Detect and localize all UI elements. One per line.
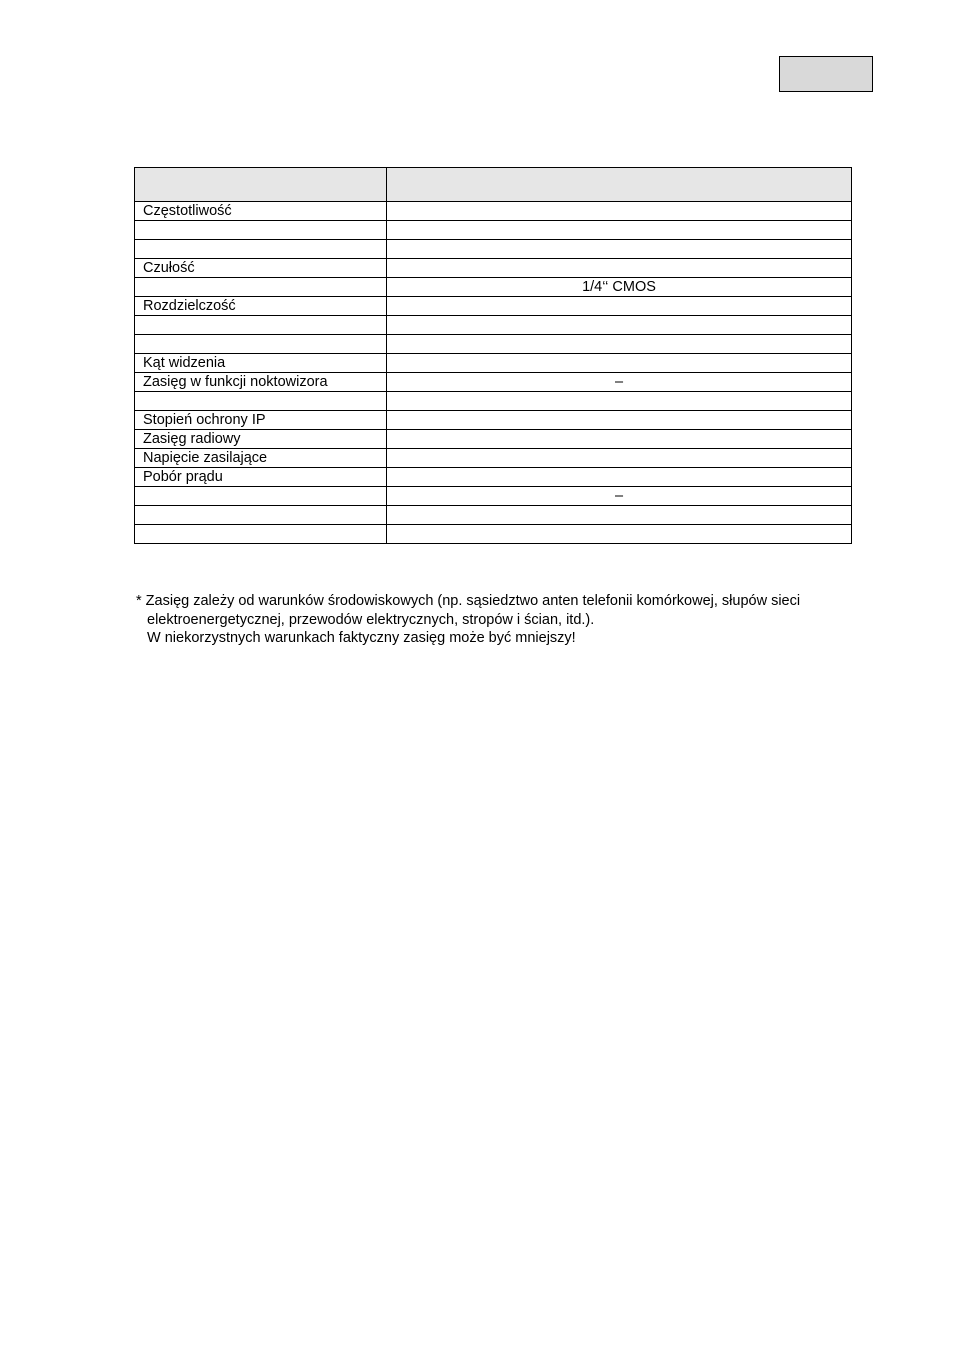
row-value <box>387 449 852 468</box>
header-cell-parameter <box>135 168 387 202</box>
row-label <box>135 221 387 240</box>
row-label: Czułość <box>135 259 387 278</box>
row-label: Napięcie zasilające <box>135 449 387 468</box>
row-label <box>135 525 387 544</box>
row-label: Zasięg radiowy <box>135 430 387 449</box>
row-label: Pobór prądu <box>135 468 387 487</box>
row-label <box>135 335 387 354</box>
table-row <box>135 316 852 335</box>
row-value <box>387 411 852 430</box>
row-value <box>387 506 852 525</box>
row-value <box>387 221 852 240</box>
footnote-line-3: W niekorzystnych warunkach faktyczny zasięg może być mniejszy! <box>147 630 576 646</box>
table-row <box>135 392 852 411</box>
row-value <box>387 297 852 316</box>
table-row <box>135 240 852 259</box>
table-row <box>135 525 852 544</box>
row-label: Kąt widzenia <box>135 354 387 373</box>
range-footnote <box>136 592 896 648</box>
row-label <box>135 506 387 525</box>
table-row <box>135 259 852 278</box>
row-label <box>135 278 387 297</box>
row-value <box>387 468 852 487</box>
table-row <box>135 430 852 449</box>
row-value <box>387 430 852 449</box>
row-value <box>387 525 852 544</box>
row-label: Częstotliwość <box>135 202 387 221</box>
row-value <box>387 259 852 278</box>
table-row <box>135 335 852 354</box>
row-value <box>387 354 852 373</box>
table-row <box>135 449 852 468</box>
table-row <box>135 278 852 297</box>
row-label <box>135 316 387 335</box>
row-value: – <box>387 373 852 392</box>
header-cell-value <box>387 168 852 202</box>
table-row <box>135 411 852 430</box>
row-label: Zasięg w funkcji noktowizora <box>135 373 387 392</box>
row-value <box>387 392 852 411</box>
language-tab-box <box>779 56 873 92</box>
row-value <box>387 316 852 335</box>
row-value <box>387 240 852 259</box>
row-label <box>135 240 387 259</box>
table-row <box>135 487 852 506</box>
row-label <box>135 392 387 411</box>
row-value <box>387 335 852 354</box>
table-row <box>135 373 852 392</box>
specifications-table <box>134 167 852 544</box>
table-row <box>135 468 852 487</box>
row-label <box>135 487 387 506</box>
table-row <box>135 506 852 525</box>
row-value <box>387 202 852 221</box>
table-row <box>135 297 852 316</box>
row-label: Stopień ochrony IP <box>135 411 387 430</box>
row-value: 1/4‘‘ CMOS <box>387 278 852 297</box>
table-header-row <box>135 168 852 202</box>
footnote-line-2: elektroenergetycznej, przewodów elektrycznych, stropów i ścian, itd.). <box>147 611 595 628</box>
table-row <box>135 221 852 240</box>
table-row <box>135 202 852 221</box>
row-value: – <box>387 487 852 506</box>
footnote-line-1: * Zasięg zależy od warunków środowiskowych (np. sąsiedztwo anten telefonii komórkowej, słupów sieci <box>136 593 801 609</box>
row-label: Rozdzielczość <box>135 297 387 316</box>
table-row <box>135 354 852 373</box>
